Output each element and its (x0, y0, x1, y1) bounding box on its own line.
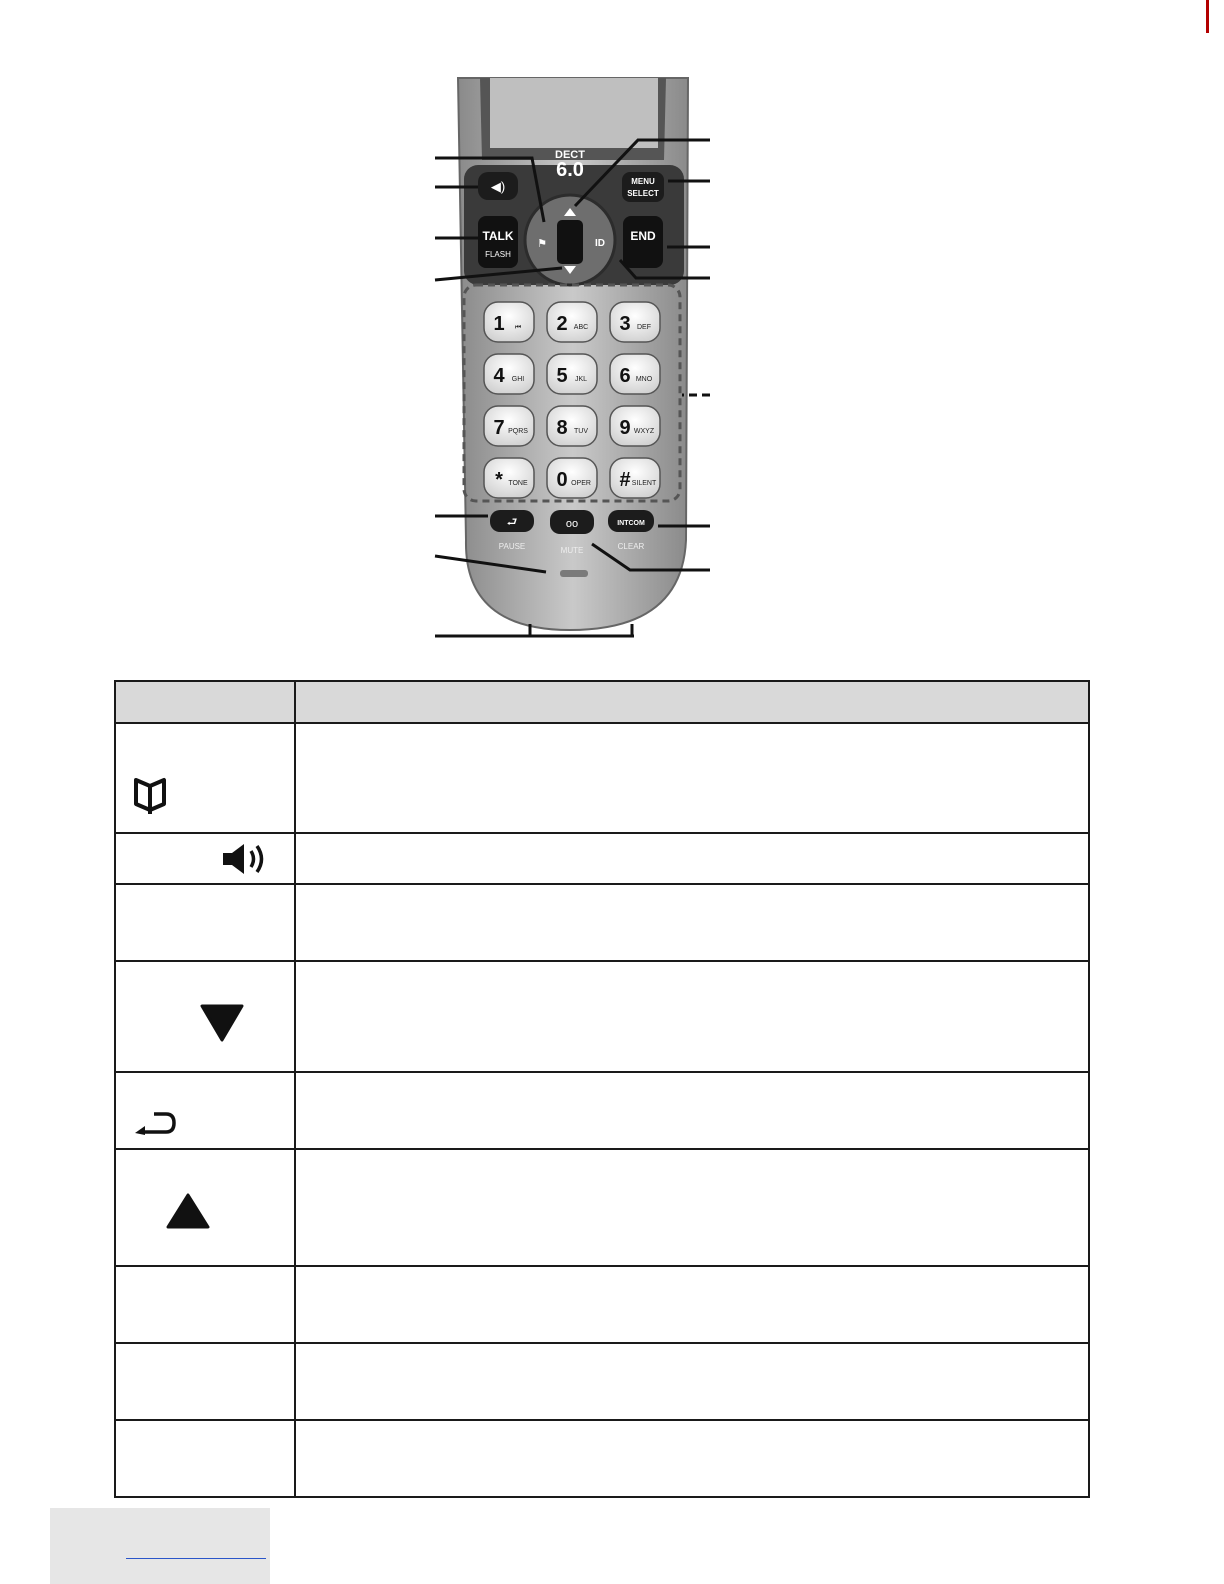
key-cell (115, 723, 295, 833)
keypad-key-hash[interactable] (610, 458, 660, 498)
key-cell (115, 833, 295, 884)
table-row (115, 1420, 1089, 1497)
key-cell (115, 1266, 295, 1343)
keypad-key-5[interactable] (547, 354, 597, 394)
key-cell (115, 1149, 295, 1266)
column-header-key (115, 681, 295, 723)
pause-key-label: PAUSE (498, 542, 526, 551)
keypad-digit: 5 (556, 365, 568, 387)
intcom-key-label: INTCOM (617, 520, 645, 527)
keypad-letters: SILENT (631, 480, 657, 487)
menu-key-label: MENU (631, 177, 655, 186)
keypad-digit: 6 (619, 365, 631, 387)
table-row (115, 723, 1089, 833)
flash-key-label: FLASH (485, 250, 511, 259)
keypad-key-6[interactable] (610, 354, 660, 394)
function-cell (295, 1343, 1089, 1420)
function-cell (295, 723, 1089, 833)
keypad-key-4[interactable] (484, 354, 534, 394)
brand-number: 6.0 (556, 159, 584, 181)
id-key-label: ID (595, 238, 605, 249)
down-arrow-icon (200, 1002, 244, 1042)
table-row (115, 961, 1089, 1072)
keypad-digit: 8 (556, 417, 568, 439)
keypad-key-9[interactable] (610, 406, 660, 446)
key-cell (115, 961, 295, 1072)
voicemail-icon: oo (565, 518, 579, 530)
footer-tab (50, 1508, 270, 1584)
charge-light (560, 570, 588, 577)
table-row (115, 1072, 1089, 1149)
column-header-function (295, 681, 1089, 723)
keypad-letters: PQRS (508, 428, 528, 435)
key-cell (115, 884, 295, 961)
nav-phonebook-icon: ⚑ (537, 238, 547, 250)
clear-key-label: CLEAR (617, 542, 645, 551)
keypad-letters: ⏮ (514, 324, 522, 331)
keypad-letters: TONE (508, 480, 528, 487)
keypad-digit: * (495, 469, 503, 491)
key-cell (115, 1420, 295, 1497)
keypad-letters: ABC (573, 324, 589, 331)
table-row (115, 1266, 1089, 1343)
keypad-letters: OPER (571, 480, 591, 487)
table-row (115, 1343, 1089, 1420)
table-row (115, 833, 1089, 884)
keypad-digit: 2 (556, 313, 568, 335)
top-accent-rule (1206, 0, 1209, 33)
keypad-letters: WXYZ (633, 428, 655, 435)
function-cell (295, 884, 1089, 961)
function-cell (295, 1420, 1089, 1497)
function-cell (295, 1266, 1089, 1343)
function-cell (295, 1149, 1089, 1266)
function-cell (295, 833, 1089, 884)
brand-text: DECT (555, 149, 585, 161)
keypad-letters: MNO (635, 376, 653, 383)
redial-icon (132, 1109, 178, 1139)
key-description-table (114, 680, 1090, 1498)
keypad-key-3[interactable] (610, 302, 660, 342)
keypad-key-7[interactable] (484, 406, 534, 446)
keypad-digit: 1 (493, 313, 505, 335)
keypad-key-8[interactable] (547, 406, 597, 446)
keypad-letters: DEF (637, 324, 651, 331)
select-key-label: SELECT (627, 189, 659, 198)
key-cell (115, 1072, 295, 1149)
table-row (115, 1149, 1089, 1266)
speaker-key-icon: ◀) (490, 179, 506, 194)
keypad-digit: 0 (556, 469, 568, 491)
end-key-label: END (630, 229, 656, 243)
talk-key-label: TALK (482, 229, 514, 243)
keypad-letters: JKL (574, 376, 588, 383)
keypad-key-0[interactable] (547, 458, 597, 498)
redial-key-icon: ⮐ (506, 515, 518, 529)
key-cell (115, 1343, 295, 1420)
keypad-digit: # (619, 469, 631, 491)
keypad-key-1[interactable] (484, 302, 534, 342)
keypad-digit: 3 (619, 313, 631, 335)
table-row (115, 884, 1089, 961)
function-cell (295, 1072, 1089, 1149)
keypad-key-star[interactable] (484, 458, 534, 498)
function-cell (295, 961, 1089, 1072)
keypad-letters: TUV (574, 428, 588, 435)
keypad-key-2[interactable] (547, 302, 597, 342)
table-header-row (115, 681, 1089, 723)
phonebook-icon (132, 774, 168, 816)
keypad-letters: GHI (511, 376, 525, 383)
nav-select-key[interactable] (557, 220, 583, 264)
up-arrow-icon (166, 1192, 210, 1230)
keypad-digit: 4 (493, 365, 505, 387)
speaker-icon (220, 842, 268, 876)
handset-diagram (420, 70, 720, 650)
footer-link[interactable] (126, 1558, 266, 1559)
mute-key-label: MUTE (560, 546, 584, 555)
keypad-digit: 9 (619, 417, 631, 439)
keypad-digit: 7 (493, 417, 505, 439)
